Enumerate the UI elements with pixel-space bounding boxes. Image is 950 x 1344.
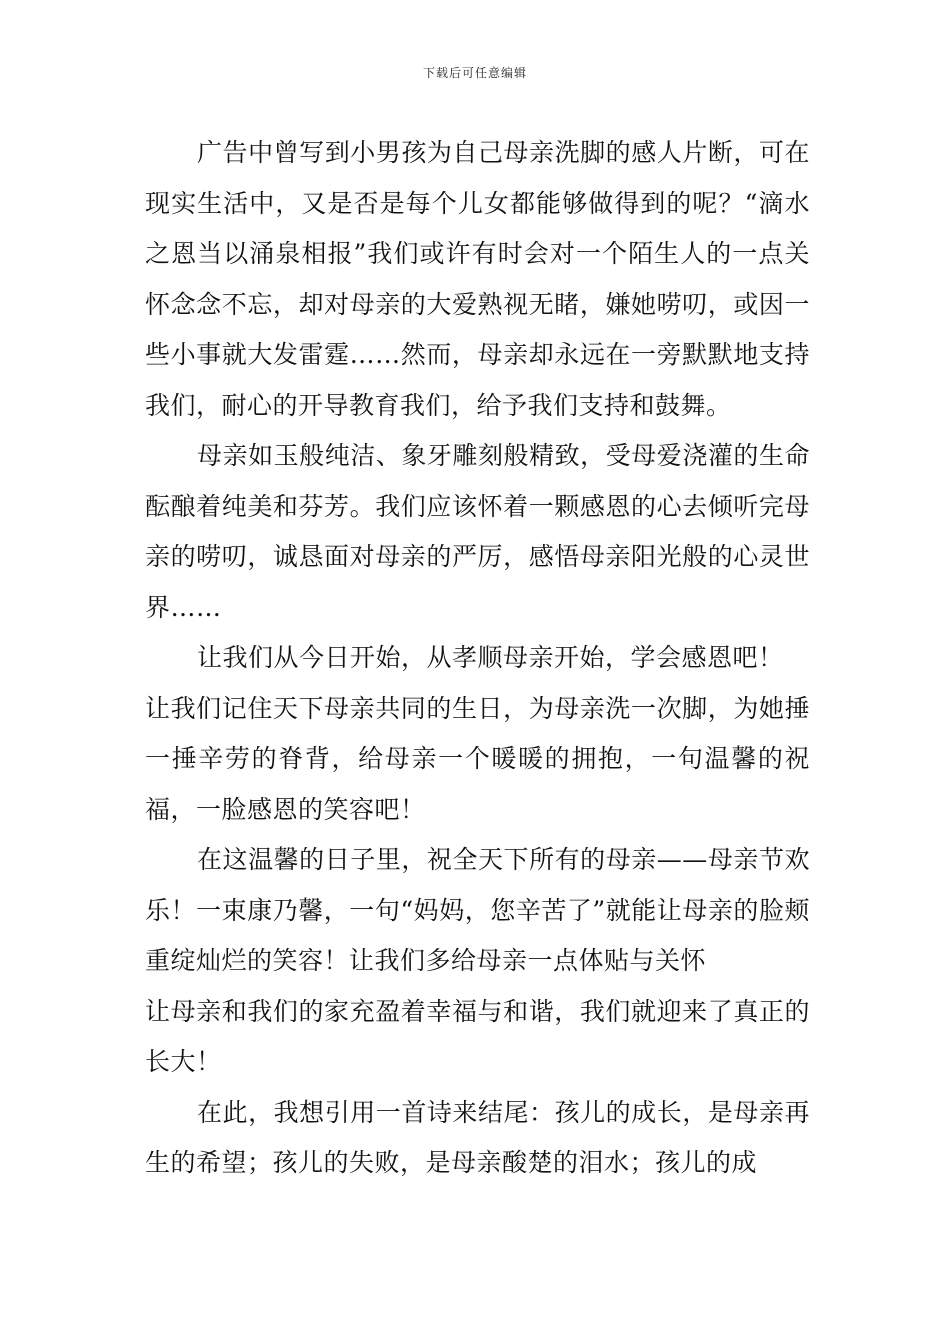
body-text [145,128,810,1189]
paragraph-birthday: 让我们记住天下母亲共同的生日，为母亲洗一次脚，为她捶一捶辛劳的脊背，给母亲一个暖暖的拥抱，一句温馨的祝福，一脸感恩的笑容吧！ [145,693,810,824]
paragraph-harmony: 让母亲和我们的家充盈着幸福与和谐，我们就迎来了真正的长大！ [145,996,810,1076]
paragraph-jade: 母亲如玉般纯洁、象牙雕刻般精致，受母爱浇灌的生命酝酿着纯美和芬芳。我们应该怀着一颗感恩的心去倾听完母亲的唠叨，诚恳面对母亲的严厉，感悟母亲阳光般的心灵世界…… [145,441,810,622]
paragraph-footwashing: 广告中曾写到小男孩为自己母亲洗脚的感人片断，可在现实生活中，又是否是每个儿女都能够做得到的呢？“滴水之恩当以涌泉相报”我们或许有时会对一个陌生人的一点关怀念念不忘，却对母亲的大爱熟视无睹，嫌她唠叨，或因一些小事就大发雷霆……然而，母亲却永远在一旁默默地支持我们，耐心的开导教育我们，给予我们支持和鼓舞。 [145,138,810,420]
paragraph-mothers-day: 在这温馨的日子里，祝全天下所有的母亲——母亲节欢乐！一束康乃馨，一句“妈妈，您辛苦了”就能让母亲的脸颊重绽灿烂的笑容！让我们多给母亲一点体贴与关怀 [145,845,810,975]
header-note: 下载后可任意编辑 [422,66,527,80]
paragraph-poem: 在此，我想引用一首诗来结尾：孩儿的成长，是母亲再生的希望；孩儿的失败，是母亲酸楚的泪水；孩儿的成 [145,1097,810,1177]
paragraph-gratitude: 让我们从今日开始，从孝顺母亲开始，学会感恩吧！ [197,643,784,672]
